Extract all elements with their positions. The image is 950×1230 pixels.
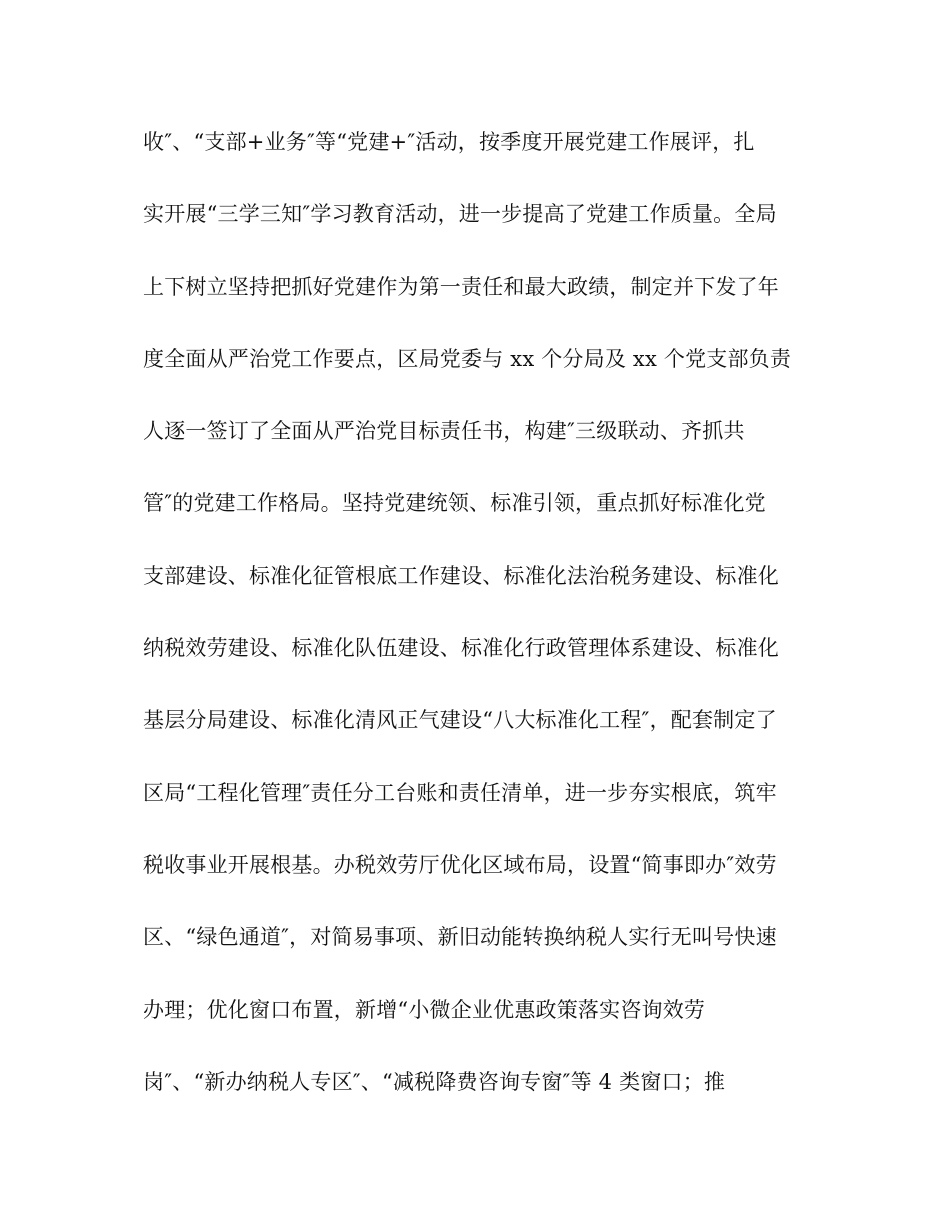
- text-line: 度全面从严治党工作要点，区局党委与 xx 个分局及 xx 个党支部负责: [143, 346, 792, 371]
- text-line: 收″、“支部+业务″等“党建+″活动，按季度开展党建工作展评，扎: [143, 130, 755, 154]
- text-line: 基层分局建设、标准化清风正气建设“八大标准化工程″，配套制定了: [143, 708, 777, 733]
- document-body: [143, 124, 823, 1136]
- text-line: 区、“绿色通道″，对简易事项、新旧动能转换纳税人实行无叫号快速: [143, 925, 777, 950]
- text-line: 管″的党建工作格局。坚持党建统领、标准引领，重点抓好标准化党: [143, 491, 766, 516]
- text-line: 支部建设、标准化征管根底工作建设、标准化法治税务建设、标准化: [143, 563, 779, 588]
- text-line: 上下树立坚持把抓好党建作为第一责任和最大政绩，制定并下发了年: [143, 274, 779, 299]
- text-line: 税收事业开展根基。办税效劳厅优化区域布局，设置“简事即办″效劳: [143, 852, 777, 877]
- text-line: 岗″、“新办纳税人专区″、“减税降费咨询专窗″等 4 类窗口；推: [143, 1069, 726, 1094]
- text-line: 办理；优化窗口布置，新增“小微企业优惠政策落实咨询效劳: [143, 997, 706, 1022]
- text-line: 纳税效劳建设、标准化队伍建设、标准化行政管理体系建设、标准化: [143, 636, 779, 661]
- text-line: 实开展“三学三知″学习教育活动，进一步提高了党建工作质量。全局: [143, 202, 777, 227]
- text-line: 人逐一签订了全面从严治党目标责任书，构建″三级联动、齐抓共: [143, 419, 745, 444]
- text-line: 区局“工程化管理″责任分工台账和责任清单，进一步夯实根底，筑牢: [143, 780, 777, 805]
